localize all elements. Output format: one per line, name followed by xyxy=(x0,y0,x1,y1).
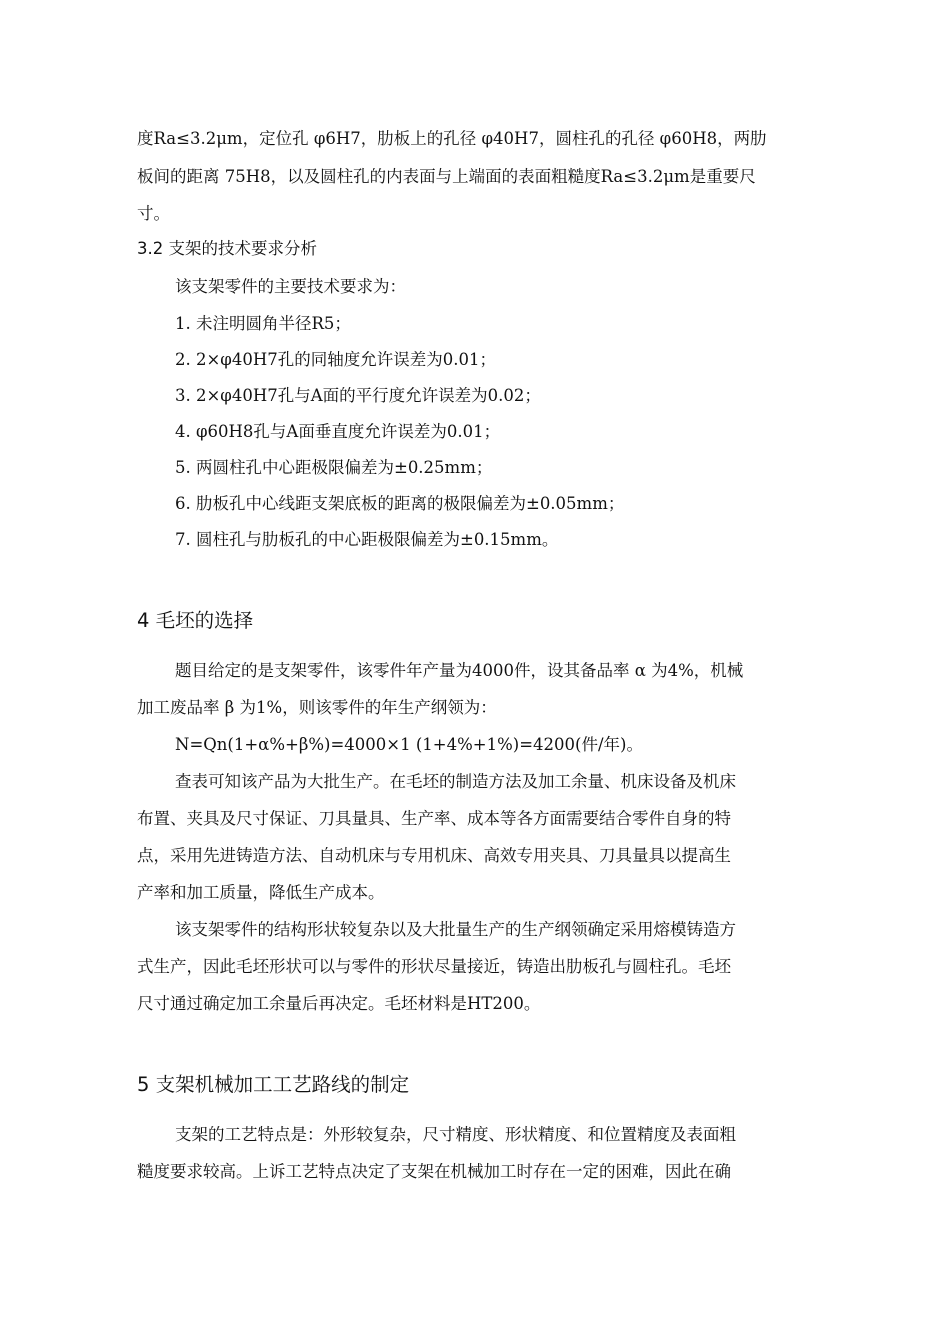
section-4-p2-line-4: 产率和加工质量，降低生产成本。 xyxy=(137,883,385,902)
requirement-item-4: 4. φ60H8孔与A面垂直度允许误差为0.01； xyxy=(175,422,501,441)
requirement-item-3: 3. 2×φ40H7孔与A面的平行度允许误差为0.02； xyxy=(175,386,541,405)
section-3-2-heading: 3.2 支架的技术要求分析 xyxy=(137,239,317,258)
section-5-p1-line-2: 糙度要求较高。上诉工艺特点决定了支架在机械加工时存在一定的困难，因此在确 xyxy=(137,1162,731,1181)
section-5-p1-line-1: 支架的工艺特点是：外形较复杂，尺寸精度、形状精度、和位置精度及表面粗 xyxy=(175,1125,736,1144)
section-4-heading: 4 毛坯的选择 xyxy=(137,609,254,632)
section-4-p1-line-1: 题目给定的是支架零件，该零件年产量为4000件，设其备品率 α 为4%，机械 xyxy=(175,661,744,680)
section-5-heading: 5 支架机械加工工艺路线的制定 xyxy=(137,1073,410,1096)
section-4-p3-line-2: 式生产，因此毛坯形状可以与零件的形状尽量接近，铸造出肋板孔与圆柱孔。毛坯 xyxy=(137,957,731,976)
section-3-2-lead: 该支架零件的主要技术要求为： xyxy=(175,277,406,296)
section-4-p2-line-3: 点，采用先进铸造方法、自动机床与专用机床、高效专用夹具、刀具量具以提高生 xyxy=(137,846,731,865)
requirement-item-6: 6. 肋板孔中心线距支架底板的距离的极限偏差为±0.05mm； xyxy=(175,494,625,513)
section-4-p3-line-1: 该支架零件的结构形状较复杂以及大批量生产的生产纲领确定采用熔模铸造方 xyxy=(175,920,736,939)
section-4-p1-line-2: 加工废品率 β 为1%，则该零件的年生产纲领为： xyxy=(137,698,497,717)
intro-line-3: 寸。 xyxy=(137,204,170,223)
section-4-p3-line-3: 尺寸通过确定加工余量后再决定。毛坯材料是HT200。 xyxy=(137,994,541,1013)
requirement-item-1: 1. 未注明圆角半径R5； xyxy=(175,314,351,333)
intro-line-1: 度Ra≤3.2μm，定位孔 φ6H7，肋板上的孔径 φ40H7，圆柱孔的孔径 φ60H8，两肋 xyxy=(137,129,767,148)
section-4-p2-line-2: 布置、夹具及尺寸保证、刀具量具、生产率、成本等各方面需要结合零件自身的特 xyxy=(137,809,731,828)
section-4-formula: N=Qn(1+α%+β%)=4000×1 (1+4%+1%)=4200(件/年)。 xyxy=(175,735,643,754)
requirement-item-5: 5. 两圆柱孔中心距极限偏差为±0.25mm； xyxy=(175,458,493,477)
intro-line-2: 板间的距离 75H8，以及圆柱孔的内表面与上端面的表面粗糙度Ra≤3.2μm是重要尺 xyxy=(137,167,756,186)
requirement-item-7: 7. 圆柱孔与肋板孔的中心距极限偏差为±0.15mm。 xyxy=(175,530,559,549)
section-4-p2-line-1: 查表可知该产品为大批生产。在毛坯的制造方法及加工余量、机床设备及机床 xyxy=(175,772,736,791)
requirement-item-2: 2. 2×φ40H7孔的同轴度允许误差为0.01； xyxy=(175,350,496,369)
